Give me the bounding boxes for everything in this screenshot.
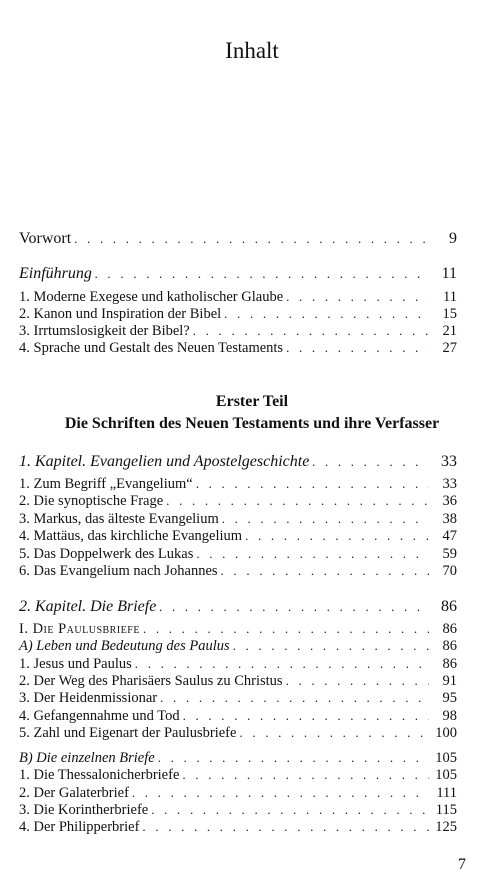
toc-entry-chapter1	[19, 452, 457, 472]
toc-entry-page: 100	[435, 725, 457, 741]
toc-entry-page: 38	[442, 511, 457, 527]
toc-entry-vorwort	[19, 229, 457, 249]
leader-dots	[183, 707, 429, 725]
leader-dots	[239, 724, 429, 742]
toc-entry-chapter2	[19, 597, 457, 617]
leader-dots	[159, 597, 429, 617]
page-title: Inhalt	[225, 38, 279, 63]
toc-entry	[19, 655, 457, 673]
toc-entry	[19, 305, 457, 323]
toc-entry-page: 27	[442, 340, 457, 356]
leader-dots	[286, 339, 429, 357]
leader-dots	[286, 288, 429, 306]
toc-entry-label: 1. Moderne Exegese und katholischer Glaube	[19, 289, 284, 305]
toc-entry-label: 3. Irrtumslosigkeit der Bibel?	[19, 323, 190, 339]
toc-entry-page: 86	[442, 656, 457, 672]
leader-dots	[142, 818, 429, 836]
toc-entry-label: Einführung	[19, 265, 92, 282]
leader-dots	[224, 305, 429, 323]
leader-dots	[95, 264, 429, 284]
toc-entry-page: 95	[442, 690, 457, 706]
leader-dots	[182, 766, 429, 784]
leader-dots	[286, 672, 429, 690]
toc-entry-label: 3. Die Korintherbriefe	[19, 802, 149, 818]
toc-entry-page: 21	[442, 323, 457, 339]
toc-entry-page: 86	[441, 598, 457, 615]
toc-entry-page: 125	[435, 819, 457, 835]
toc-entry-label: 1. Jesus und Paulus	[19, 656, 132, 672]
toc-entry	[19, 784, 457, 802]
toc-entry	[19, 339, 457, 357]
toc-entry-page: 59	[442, 546, 457, 562]
leader-dots	[221, 562, 429, 580]
leader-dots	[151, 801, 429, 819]
leader-dots	[74, 229, 429, 249]
toc-entry-page: 115	[435, 802, 457, 818]
toc-entry	[19, 818, 457, 836]
toc-entry-label: 2. Der Galaterbrief	[19, 785, 129, 801]
toc-entry	[19, 766, 457, 784]
toc-entry-label: 4. Der Philipperbrief	[19, 819, 140, 835]
toc-entry-section-b	[19, 749, 457, 767]
toc-entry	[19, 322, 457, 340]
toc-entry-label: A) Leben und Bedeutung des Paulus	[19, 638, 230, 654]
toc-entry-label: 1. Zum Begriff „Evangelium“	[19, 476, 193, 492]
toc-entry-page: 11	[443, 289, 457, 305]
toc-entry	[19, 475, 457, 493]
leader-dots	[193, 322, 429, 340]
toc-entry-label: B) Die einzelnen Briefe	[19, 750, 155, 766]
toc-entry-page: 70	[442, 563, 457, 579]
toc-entry-label: I. Die Paulusbriefe	[19, 621, 140, 637]
toc-entry	[19, 801, 457, 819]
toc-entry-page: 36	[442, 493, 457, 509]
toc-entry-page: 47	[442, 528, 457, 544]
toc-entry-label: 2. Kanon und Inspiration der Bibel	[19, 306, 222, 322]
toc-entry-label: 4. Sprache und Gestalt des Neuen Testaments	[19, 340, 284, 356]
page-number: 7	[458, 856, 466, 873]
toc-entry-label: 1. Kapitel. Evangelien und Apostelgeschichte	[19, 453, 310, 470]
toc-entry-label: 2. Kapitel. Die Briefe	[19, 598, 157, 615]
toc-entry-page: 105	[435, 767, 457, 783]
toc-entry-section-i	[19, 620, 457, 638]
toc-entry	[19, 689, 457, 707]
toc-entry-label: 4. Gefangennahme und Tod	[19, 708, 180, 724]
toc-entry-label: 3. Der Heidenmissionar	[19, 690, 158, 706]
leader-dots	[312, 452, 429, 472]
toc-entry-page: 111	[436, 785, 457, 801]
toc-entry-label: 4. Mattäus, das kirchliche Evangelium	[19, 528, 243, 544]
leader-dots	[233, 637, 429, 655]
toc-entry	[19, 492, 457, 510]
leader-dots	[196, 475, 429, 493]
leader-dots	[222, 510, 429, 528]
toc-entry-page: 11	[441, 265, 457, 282]
toc-entry-page: 9	[449, 230, 457, 247]
toc-entry-label: 2. Die synoptische Frage	[19, 493, 164, 509]
toc-entry-page: 86	[442, 638, 457, 654]
toc-entry	[19, 510, 457, 528]
toc-entry-label: Vorwort	[19, 230, 72, 247]
leader-dots	[196, 545, 429, 563]
part-subheading: Die Schriften des Neuen Testaments und ihre Verfasser	[64, 415, 440, 432]
part-heading: Erster Teil	[215, 393, 289, 410]
toc-entry-label: 5. Zahl und Eigenart der Paulusbriefe	[19, 725, 237, 741]
toc-entry	[19, 724, 457, 742]
toc-entry-page: 33	[441, 453, 457, 470]
leader-dots	[166, 492, 429, 510]
toc-entry	[19, 672, 457, 690]
toc-entry	[19, 545, 457, 563]
toc-entry-section-a	[19, 637, 457, 655]
toc-entry-page: 15	[442, 306, 457, 322]
toc-entry	[19, 288, 457, 306]
toc-entry	[19, 707, 457, 725]
toc-entry-label: 2. Der Weg des Pharisäers Saulus zu Christus	[19, 673, 283, 689]
leader-dots	[160, 689, 429, 707]
leader-dots	[158, 749, 429, 767]
toc-entry-label: 1. Die Thessalonicherbriefe	[19, 767, 180, 783]
leader-dots	[132, 784, 429, 802]
toc-entry-page: 91	[442, 673, 457, 689]
leader-dots	[135, 655, 429, 673]
leader-dots	[143, 620, 429, 638]
toc-entry-label: 3. Markus, das älteste Evangelium	[19, 511, 219, 527]
toc-entry-page: 105	[435, 750, 457, 766]
leader-dots	[245, 527, 429, 545]
toc-entry-page: 86	[442, 621, 457, 637]
toc-entry-page: 98	[442, 708, 457, 724]
toc-entry-page: 33	[442, 476, 457, 492]
toc-entry-einfuehrung	[19, 264, 457, 284]
toc-entry-label: 6. Das Evangelium nach Johannes	[19, 563, 218, 579]
toc-entry	[19, 562, 457, 580]
toc-entry-label: 5. Das Doppelwerk des Lukas	[19, 546, 194, 562]
toc-entry	[19, 527, 457, 545]
